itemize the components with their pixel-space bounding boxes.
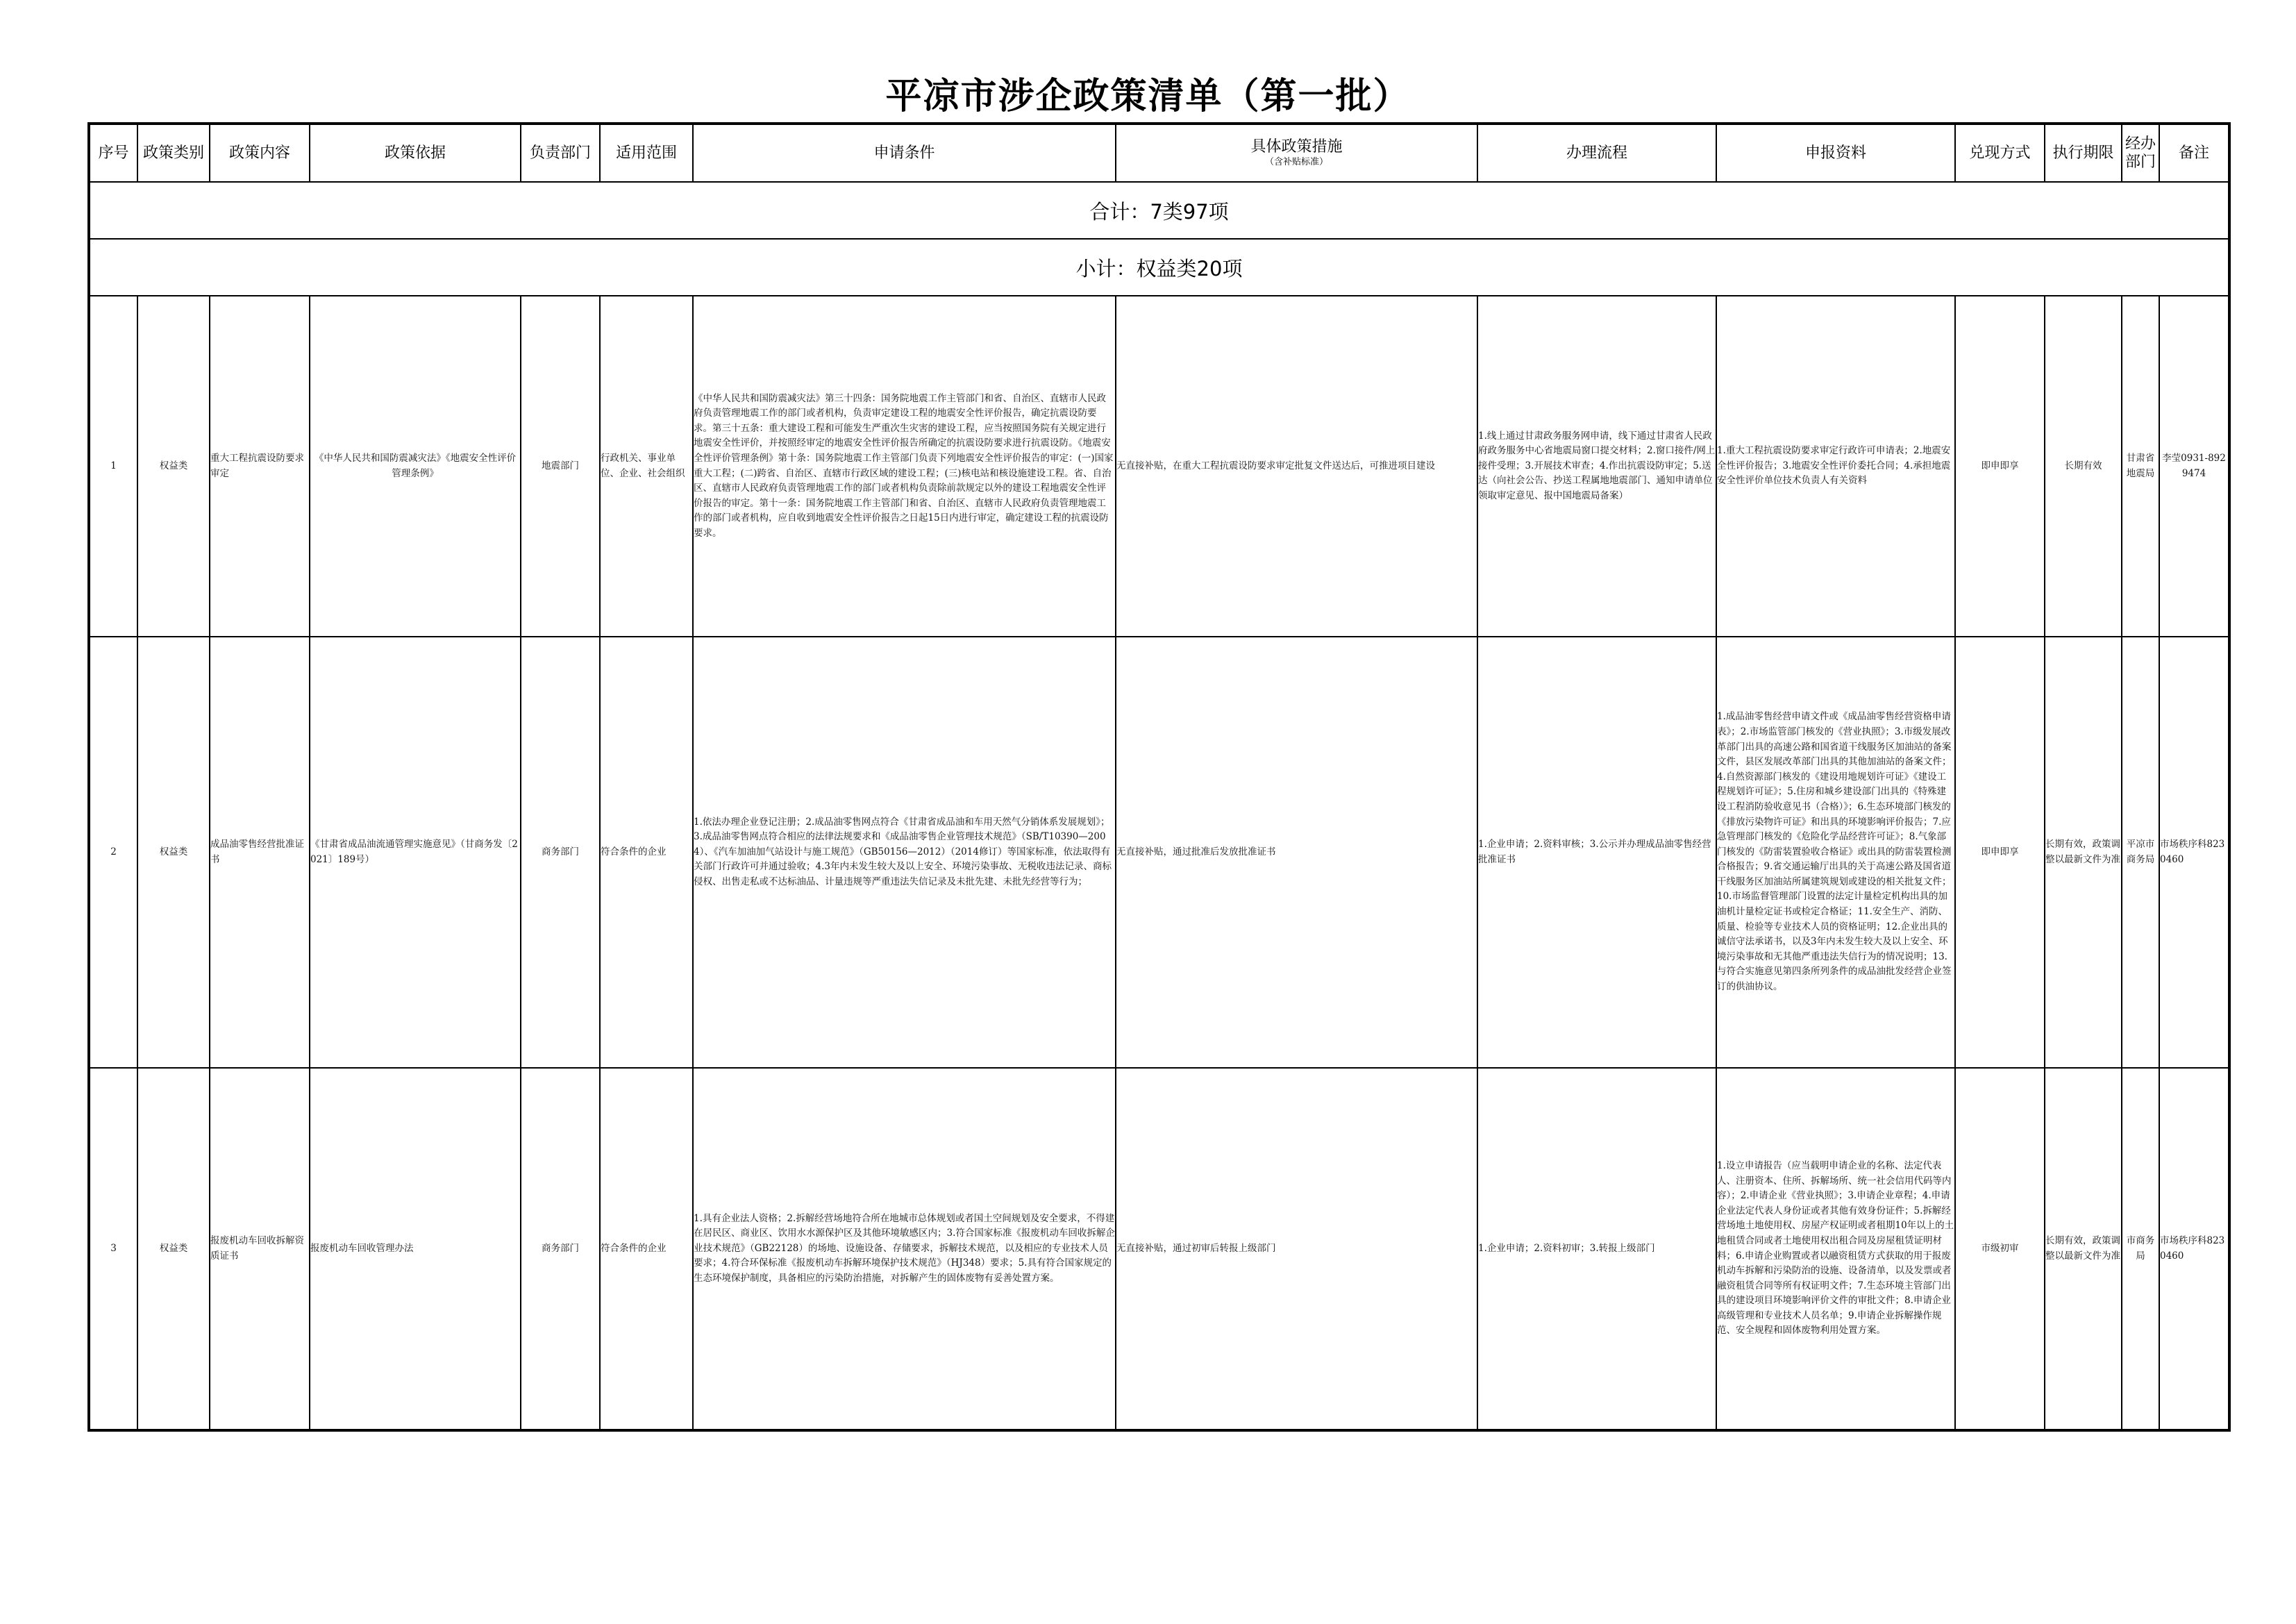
cell-content: 成品油零售经营批准证书: [210, 637, 310, 1068]
cell-handler: 甘肃省地震局: [2122, 296, 2159, 637]
col-header-scope: 适用范围: [600, 124, 693, 182]
cell-process: 1.企业申请；2.资料审核；3.公示并办理成品油零售经营批准证书: [1477, 637, 1716, 1068]
cell-remark: 市场秩序科8230460: [2159, 1068, 2229, 1430]
table-row: [89, 296, 2229, 637]
cell-remark: 市场秩序科8230460: [2159, 637, 2229, 1068]
col-header-materials: 申报资料: [1716, 124, 1955, 182]
cell-no: 2: [89, 637, 137, 1068]
col-header-cash-method: 兑现方式: [1955, 124, 2045, 182]
cell-basis: 《甘肃省成品油流通管理实施意见》（甘商务发〔2021〕189号）: [310, 637, 521, 1068]
cell-measures: 无直接补贴，通过初审后转报上级部门: [1116, 1068, 1477, 1430]
col-header-period: 执行期限: [2045, 124, 2122, 182]
subtotal-label: 小计：权益类20项: [89, 239, 2229, 296]
cell-materials: 1.重大工程抗震设防要求审定行政许可申请表；2.地震安全性评价报告；3.地震安全性评价委托合同；4.承担地震安全性评价单位技术负责人有关资料: [1716, 296, 1955, 637]
cell-basis: 报废机动车回收管理办法: [310, 1068, 521, 1430]
col-header-no: 序号: [89, 124, 137, 182]
total-label: 合计：7类97项: [89, 182, 2229, 239]
cell-scope: 符合条件的企业: [600, 1068, 693, 1430]
cell-remark: 李莹0931-8929474: [2159, 296, 2229, 637]
table-row: [89, 1068, 2229, 1430]
cell-scope: 行政机关、事业单位、企业、社会组织: [600, 296, 693, 637]
cell-process: 1.企业申请；2.资料初审；3.转报上级部门: [1477, 1068, 1716, 1430]
col-header-basis: 政策依据: [310, 124, 521, 182]
col-header-handler: 经办部门: [2122, 124, 2159, 182]
cell-dept: 商务部门: [521, 1068, 600, 1430]
table-row: [89, 637, 2229, 1068]
cell-handler: 市商务局: [2122, 1068, 2159, 1430]
cell-category: 权益类: [137, 1068, 210, 1430]
header-row: [89, 124, 2229, 182]
cell-materials: 1.成品油零售经营申请文件或《成品油零售经营资格申请表》；2.市场监管部门核发的《营业执照》；3.市级发展改革部门出具的高速公路和国省道干线服务区加油站的备案文件，县区发展改革部门出具的其他加油站的备案文件；4.自然资源部门核发的《建设用地规划许可证》《建设工程规划许可证》；5.住房和城乡建设部门出具的《特殊建设工程消防验收意见书（合格）》；6.生态环境部门核发的《排放污染物许可证》和出具的环境影响评价报告；7.应急管理部门核发的《危险化学品经营许可证》；8.气象部门核发的《防雷装置验收合格证》或出具的防雷装置检测合格报告；9.省交通运输厅出具的关于高速公路及国省道干线服务区加油站所属建筑规划或建设的相关批复文件；10.市场监督管理部门设置的法定计量检定机构出具的加油机计量检定证书或检定合格证；11.安全生产、消防、质量、检验等专业技术人员的资格证明；12.企业出具的诚信守法承诺书，以及3年内未发生较大及以上安全、环境污染事故和无其他严重违法失信行为的情况说明；13.与符合实施意见第四条所列条件的成品油批发经营企业签订的供油协议。: [1716, 637, 1955, 1068]
cell-conditions: 1.具有企业法人资格；2.拆解经营场地符合所在地城市总体规划或者国土空间规划及安全要求，不得建在居民区、商业区、饮用水水源保护区及其他环境敏感区内；3.符合国家标准《报废机动车回收拆解企业技术规范》（GB22128）的场地、设施设备、存储要求，拆解技术规范，以及相应的专业技术人员要求；4.符合环保标准《报废机动车拆解环境保护技术规范》（HJ348）要求；5.具有符合国家规定的生态环境保护制度，具备相应的污染防治措施，对拆解产生的固体废物有妥善处置方案。: [693, 1068, 1116, 1430]
cell-conditions: 1.依法办理企业登记注册；2.成品油零售网点符合《甘肃省成品油和车用天然气分销体系发展规划》；3.成品油零售网点符合相应的法律法规要求和《成品油零售企业管理技术规范》（SB/T10390—2004）、《汽车加油加气站设计与施工规范》（GB50156—2012）（2014修订）等国家标准，依法取得有关部门行政许可并通过验收；4.3年内未发生较大及以上安全、环境污染事故、无税收违法记录、商标侵权、出售走私或不达标油品、计量违规等严重违法失信记录及未批先建、未批先经营等行为；: [693, 637, 1116, 1068]
cell-scope: 符合条件的企业: [600, 637, 693, 1068]
col-header-measures-subtitle: （含补贴标准）: [1264, 156, 1328, 167]
cell-category: 权益类: [137, 637, 210, 1068]
cell-no: 3: [89, 1068, 137, 1430]
page-title: 平凉市涉企政策清单（第一批）: [885, 75, 1411, 117]
cell-measures: 无直接补贴，通过批准后发放批准证书: [1116, 637, 1477, 1068]
cell-cash-method: 即申即享: [1955, 637, 2045, 1068]
cell-materials: 1.设立申请报告（应当载明申请企业的名称、法定代表人、注册资本、住所、拆解场所、统一社会信用代码等内容）；2.申请企业《营业执照》；3.申请企业章程；4.申请企业法定代表人身份证或者其他有效身份证件；5.拆解经营场地土地使用权、房屋产权证明或者租期10年以上的土地租赁合同或者土地使用权出租合同及房屋租赁证明材料；6.申请企业购置或者以融资租赁方式获取的用于报废机动车拆解和污染防治的设施、设备清单，以及发票或者融资租赁合同等所有权证明文件；7.生态环境主管部门出具的建设项目环境影响评价文件的审批文件；8.申请企业高级管理和专业技术人员名单；9.申请企业拆解操作规范、安全规程和固体废物利用处置方案。: [1716, 1068, 1955, 1430]
col-header-process: 办理流程: [1477, 124, 1716, 182]
cell-basis: 《中华人民共和国防震减灾法》《地震安全性评价管理条例》: [310, 296, 521, 637]
col-header-category: 政策类别: [137, 124, 210, 182]
cell-conditions: 《中华人民共和国防震减灾法》第三十四条：国务院地震工作主管部门和省、自治区、直辖市人民政府负责管理地震工作的部门或者机构，负责审定建设工程的地震安全性评价报告，确定抗震设防要求。第三十五条：重大建设工程和可能发生严重次生灾害的建设工程，应当按照国务院有关规定进行地震安全性评价，并按照经审定的地震安全性评价报告所确定的抗震设防要求进行抗震设防。《地震安全性评价管理条例》第十条：国务院地震工作主管部门负责下列地震安全性评价报告的审定：(一)国家重大工程；(二)跨省、自治区、直辖市行政区域的建设工程；(三)核电站和核设施建设工程。省、自治区、直辖市人民政府负责管理地震工作的部门或者机构负责除前款规定以外的建设工程地震安全性评价报告的审定。第十一条：国务院地震工作主管部门和省、自治区、直辖市人民政府负责管理地震工作的部门或者机构，应自收到地震安全性评价报告之日起15日内进行审定，确定建设工程的抗震设防要求。: [693, 296, 1116, 637]
cell-dept: 商务部门: [521, 637, 600, 1068]
cell-content: 重大工程抗震设防要求审定: [210, 296, 310, 637]
col-header-dept: 负责部门: [521, 124, 600, 182]
col-header-remark: 备注: [2159, 124, 2229, 182]
col-header-measures: [1116, 124, 1477, 182]
cell-dept: 地震部门: [521, 296, 600, 637]
policy-table: [87, 122, 2231, 1432]
total-row: [89, 182, 2229, 239]
cell-category: 权益类: [137, 296, 210, 637]
cell-handler: 平凉市商务局: [2122, 637, 2159, 1068]
col-header-content: 政策内容: [210, 124, 310, 182]
cell-cash-method: 即申即享: [1955, 296, 2045, 637]
subtotal-row: [89, 239, 2229, 296]
cell-period: 长期有效: [2045, 296, 2122, 637]
cell-period: 长期有效，政策调整以最新文件为准: [2045, 637, 2122, 1068]
cell-cash-method: 市级初审: [1955, 1068, 2045, 1430]
cell-measures: 无直接补贴，在重大工程抗震设防要求审定批复文件送达后，可推进项目建设: [1116, 296, 1477, 637]
cell-content: 报废机动车回收拆解资质证书: [210, 1068, 310, 1430]
col-header-measures-title: 具体政策措施: [1250, 138, 1343, 156]
cell-period: 长期有效，政策调整以最新文件为准: [2045, 1068, 2122, 1430]
col-header-conditions: 申请条件: [693, 124, 1116, 182]
cell-process: 1.线上通过甘肃政务服务网申请，线下通过甘肃省人民政府政务服务中心省地震局窗口提交材料；2.窗口接件/网上接件受理；3.开展技术审查；4.作出抗震设防审定；5.送达（向社会公告、抄送工程属地地震部门、通知申请单位领取审定意见、报中国地震局备案）: [1477, 296, 1716, 637]
cell-no: 1: [89, 296, 137, 637]
